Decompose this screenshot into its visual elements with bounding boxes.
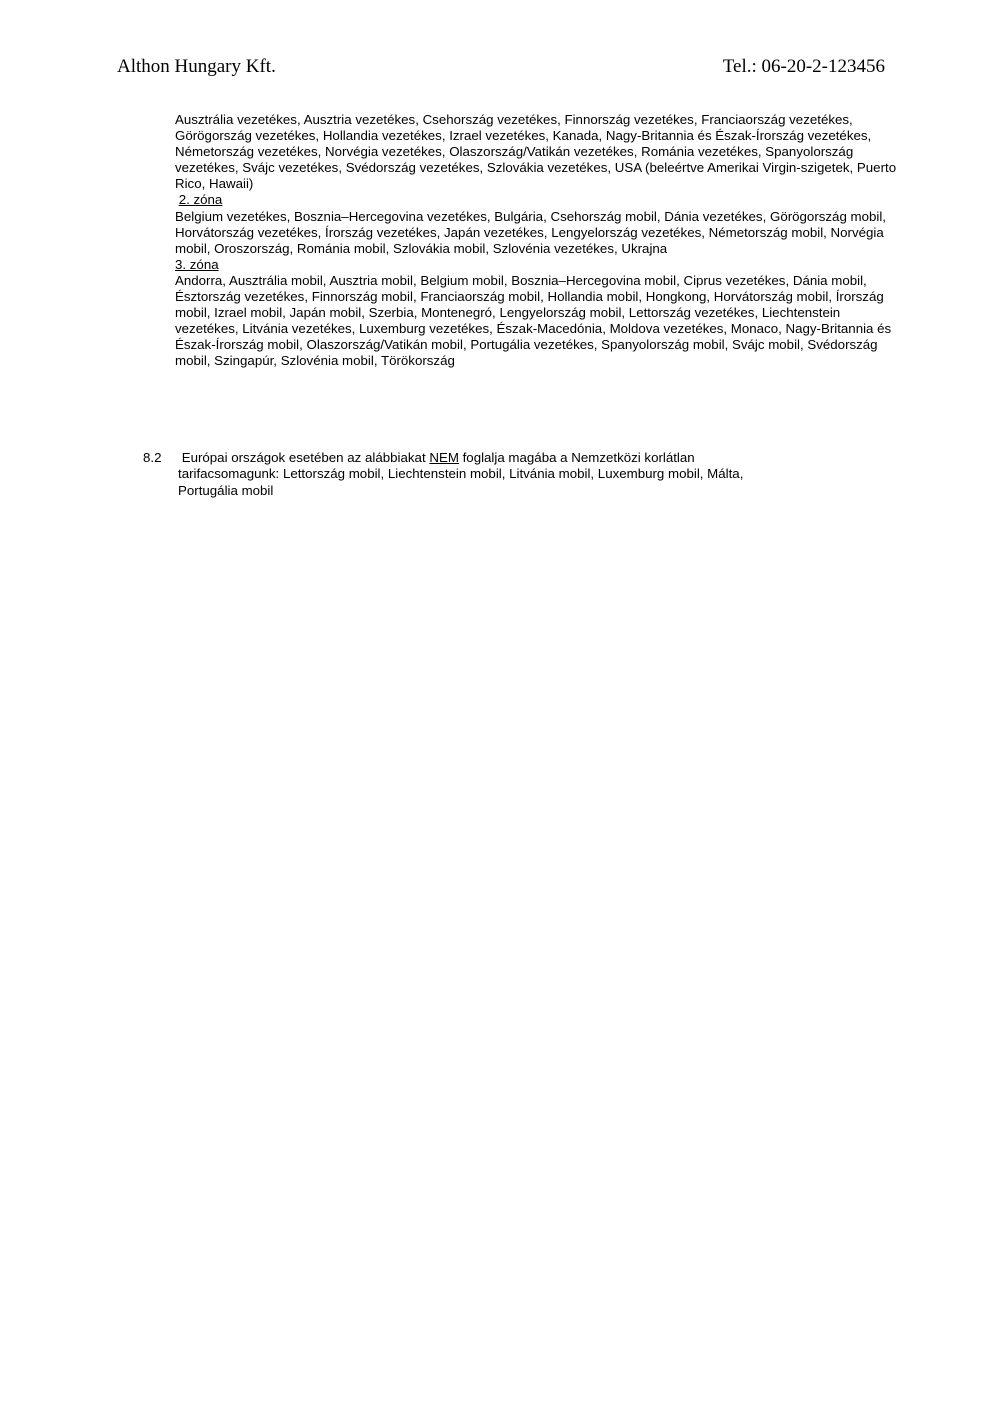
- clause-8-2: [143, 450, 897, 499]
- clause-emphasis-nem: NEM: [429, 450, 459, 465]
- zone-3-heading: 3. zóna: [175, 256, 219, 272]
- clause-number: 8.2: [143, 450, 162, 465]
- zone-2-heading: 2. zóna: [178, 192, 223, 208]
- zone-1-country-list: Ausztrália vezetékes, Ausztria vezetékes, Csehország vezetékes, Finnország vezetékes, Franciaország vezetékes, Görögország vezetékes, Hollandia vezetékes, Izrael vezetékes, Kanada, Nagy-Britannia és Észak-Írország vezetékes, Németország vezetékes, Norvégia vezetékes, Olaszország/Vatikán vezetékes, Románia vezetékes, Spanyolország vezetékes, Svájc vezetékes, Svédország vezetékes, Szlovákia vezetékes, USA (beleértve Amerikai Virgin-szigetek, Puerto Rico, Hawaii): [175, 112, 897, 192]
- zone-3-country-list: Andorra, Ausztrália mobil, Ausztria mobil, Belgium mobil, Bosznia–Hercegovina mobil, Ciprus vezetékes, Dánia mobil, Észtország vezetékes, Finnország mobil, Franciaország mobil, Hollandia mobil, Hongkong, Horvátország mobil, Írország mobil, Izrael mobil, Japán mobil, Szerbia, Montenegró, Lengyelország mobil, Lettország vezetékes, Liechtenstein vezetékes, Litvánia vezetékes, Luxemburg vezetékes, Észak-Macedónia, Moldova vezetékes, Monaco, Nagy-Britannia és Észak-Írország mobil, Olaszország/Vatikán mobil, Portugália vezetékes, Spanyolország mobil, Svájc mobil, Svédország mobil, Szingapúr, Szlovénia mobil, Törökország: [175, 272, 892, 369]
- document-body: [175, 112, 897, 370]
- zone-3-heading-row: [175, 257, 897, 273]
- zone-2-country-list: Belgium vezetékes, Bosznia–Hercegovina vezetékes, Bulgária, Csehország mobil, Dánia vezetékes, Görögország mobil, Horvátország vezetékes, Írország vezetékes, Japán vezetékes, Lengyelország vezetékes, Németország mobil, Norvégia mobil, Oroszország, Románia mobil, Szlovákia mobil, Szlovénia vezetékes, Ukrajna: [175, 208, 887, 256]
- page-header: [117, 55, 885, 79]
- header-phone-number: Tel.: 06-20-2-123456: [722, 56, 885, 77]
- zone-2-heading-row: [175, 192, 897, 208]
- clause-text-before-emphasis: Európai országok esetében az alábbiakat: [178, 450, 430, 465]
- clause-text-after-emphasis: foglalja magába a Nemzetközi korlátlan tarifacsomagunk: Lettország mobil, Liechtenstein mobil, Litvánia mobil, Luxemburg mobil, Málta, Portugália mobil: [178, 450, 744, 498]
- header-company-name: Althon Hungary Kft.: [117, 56, 276, 77]
- clause-text: [178, 450, 764, 499]
